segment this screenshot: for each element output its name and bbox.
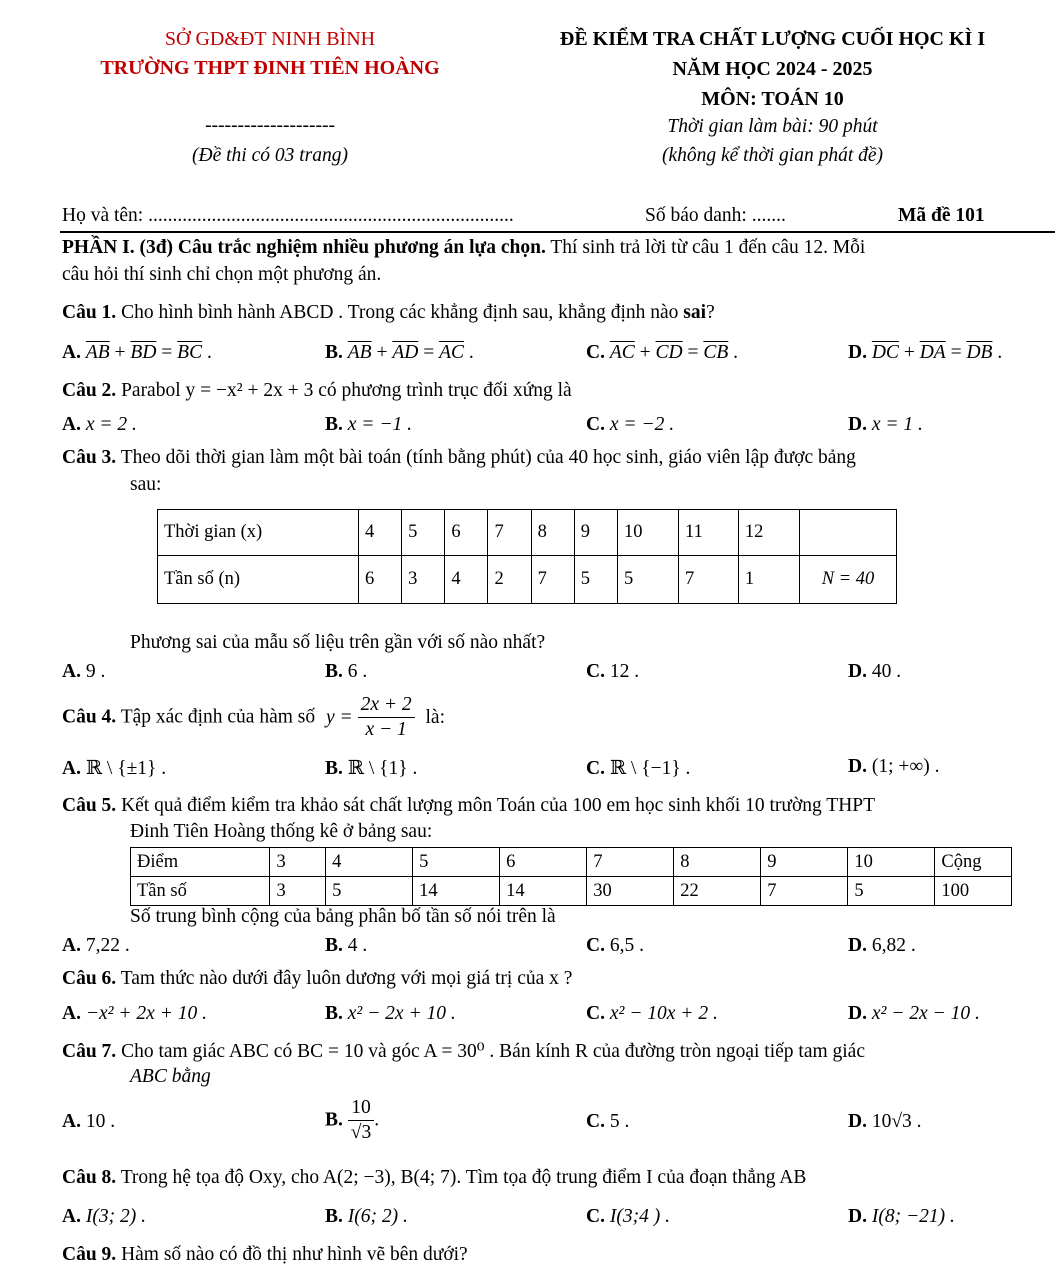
part1-instructions-2: câu hỏi thí sinh chỉ chọn một phương án.: [62, 264, 382, 285]
table-cell: 14: [413, 877, 500, 906]
question-8: Câu 8. Trong hệ tọa độ Oxy, cho A(2; −3), B(4; 7). Tìm tọa độ trung điểm I của đoạn thẳng AB: [62, 1167, 807, 1188]
table-cell: 4: [326, 848, 413, 877]
table-cell: 3: [270, 848, 326, 877]
table-cell: 22: [674, 877, 761, 906]
question-3-ask: Phương sai của mẫu số liệu trên gần với số nào nhất?: [130, 632, 546, 653]
table-cell: 8: [674, 848, 761, 877]
table-cell: 7: [488, 510, 531, 556]
q4-fraction: $\frac{2x + 2}{x - 1}$: [358, 693, 415, 742]
q6-option-d[interactable]: D. x² − 2x − 10 .: [848, 1003, 980, 1024]
table-cell: 5: [848, 877, 935, 906]
header-dashes: --------------------: [205, 115, 335, 136]
q5-option-c[interactable]: C. 6,5 .: [586, 935, 644, 956]
school-year: NĂM HỌC 2024 - 2025: [672, 58, 873, 80]
q2-option-d[interactable]: D. x = 1 .: [848, 414, 923, 435]
exam-title: ĐỀ KIỂM TRA CHẤT LƯỢNG CUỐI HỌC KÌ I: [559, 28, 986, 50]
q6-option-a[interactable]: A. −x² + 2x + 10 .: [62, 1003, 207, 1024]
question-5-cont: Đinh Tiên Hoàng thống kê ở bảng sau:: [130, 821, 433, 842]
q5-score-table: [130, 847, 1012, 906]
table-cell: Cộng: [935, 848, 1012, 877]
table-cell-total: N = 40: [800, 556, 897, 604]
q3-row2-header: Tần số (n): [158, 556, 359, 604]
page-count-note: (Đề thi có 03 trang): [192, 145, 348, 166]
q8-option-d[interactable]: D. I(8; −21) .: [848, 1206, 955, 1227]
q8-option-c[interactable]: C. I(3;4 ) .: [586, 1206, 670, 1227]
duration-note: (không kể thời gian phát đề): [661, 145, 884, 166]
q2-option-b[interactable]: B. x = −1 .: [325, 414, 412, 435]
question-9: Câu 9. Hàm số nào có đồ thị như hình vẽ bên dưới?: [62, 1244, 468, 1265]
school-name: TRƯỜNG THPT ĐINH TIÊN HOÀNG: [100, 57, 440, 79]
q7-option-b[interactable]: B. $\frac{10}{√3}$ .: [325, 1097, 380, 1143]
table-cell: Điểm: [131, 848, 270, 877]
table-cell: 9: [574, 510, 617, 556]
q3-option-a[interactable]: A. 9 .: [62, 661, 106, 682]
question-3: Câu 3. Theo dõi thời gian làm một bài toán (tính bằng phút) của 40 học sinh, giáo viên lập được bảng: [62, 447, 856, 468]
question-6: Câu 6. Tam thức nào dưới đây luôn dương với mọi giá trị của x ?: [62, 968, 573, 989]
q4-option-c[interactable]: C. ℝ \ {−1} .: [586, 758, 691, 779]
q5-option-d[interactable]: D. 6,82 .: [848, 935, 916, 956]
q2-option-c[interactable]: C. x = −2 .: [586, 414, 675, 435]
q8-option-a[interactable]: A. I(3; 2) .: [62, 1206, 146, 1227]
table-cell: 30: [587, 877, 674, 906]
question-7: Câu 7. Cho tam giác ABC có BC = 10 và góc A = 30⁰ . Bán kính R của đường tròn ngoại tiếp tam giác: [62, 1041, 865, 1062]
q5-option-a[interactable]: A. 7,22 .: [62, 935, 130, 956]
q3-row1-header: Thời gian (x): [158, 510, 359, 556]
q7-option-d[interactable]: D. 10√3 .: [848, 1111, 922, 1132]
question-1: Câu 1. Cho hình bình hành ABCD . Trong các khẳng định sau, khẳng định nào sai?: [62, 302, 715, 323]
exam-code: Mã đề 101: [898, 205, 985, 226]
part1-instructions: PHẦN I. (3đ) Câu trắc nghiệm nhiều phương án lựa chọn. Thí sinh trả lời từ câu 1 đến câu 12. Mỗi: [62, 237, 866, 258]
table-cell: 7: [531, 556, 574, 604]
q4-option-a[interactable]: A. ℝ \ {±1} .: [62, 758, 167, 779]
table-cell: [800, 510, 897, 556]
q4-option-d[interactable]: D. (1; +∞) .: [848, 756, 940, 777]
table-cell: 6: [445, 510, 488, 556]
q7-option-c[interactable]: C. 5 .: [586, 1111, 630, 1132]
q1-option-b[interactable]: B. $\overline{AB} + \overline{AD} = \overline{AC}$ .: [325, 342, 474, 363]
table-cell: 4: [359, 510, 402, 556]
table-cell: 2: [488, 556, 531, 604]
table-cell: 14: [500, 877, 587, 906]
department-name: SỞ GD&ĐT NINH BÌNH: [164, 28, 376, 50]
q4-option-b[interactable]: B. ℝ \ {1} .: [325, 758, 418, 779]
table-cell: Tần số: [131, 877, 270, 906]
q3-option-b[interactable]: B. 6 .: [325, 661, 368, 682]
q3-option-d[interactable]: D. 40 .: [848, 661, 902, 682]
table-cell: 3: [270, 877, 326, 906]
table-cell: 12: [738, 510, 799, 556]
q6-option-b[interactable]: B. x² − 2x + 10 .: [325, 1003, 456, 1024]
table-cell: 5: [326, 877, 413, 906]
student-id-field: Số báo danh: .......: [645, 205, 786, 226]
q5-option-b[interactable]: B. 4 .: [325, 935, 368, 956]
table-cell: 7: [587, 848, 674, 877]
q1-option-c[interactable]: C. $\overline{AC} + \overline{CD} = \overline{CB}$ .: [586, 342, 739, 363]
table-cell: 5: [402, 510, 445, 556]
q7-option-a[interactable]: A. 10 .: [62, 1111, 116, 1132]
table-cell: 8: [531, 510, 574, 556]
q8-option-b[interactable]: B. I(6; 2) .: [325, 1206, 408, 1227]
table-cell: 6: [500, 848, 587, 877]
question-5: Câu 5. Kết quả điểm kiểm tra khảo sát chất lượng môn Toán của 100 em học sinh khối 10 trường THPT: [62, 795, 876, 816]
question-5-ask: Số trung bình cộng của bảng phân bố tần số nói trên là: [130, 906, 556, 927]
q6-option-c[interactable]: C. x² − 10x + 2 .: [586, 1003, 718, 1024]
q2-option-a[interactable]: A. x = 2 .: [62, 414, 137, 435]
table-cell: 3: [402, 556, 445, 604]
table-cell: 7: [761, 877, 848, 906]
table-cell: 100: [935, 877, 1012, 906]
table-cell: 9: [761, 848, 848, 877]
table-cell: 6: [359, 556, 402, 604]
table-cell: 1: [738, 556, 799, 604]
q1-option-d[interactable]: D. $\overline{DC} + \overline{DA} = \overline{DB}$ .: [848, 342, 1003, 363]
header-divider: [60, 231, 1055, 233]
q1-option-a[interactable]: A. $\overline{AB} + \overline{BD} = \overline{BC}$ .: [62, 342, 212, 363]
table-cell: 10: [848, 848, 935, 877]
student-name-field: Họ và tên: ...........................................................................: [62, 205, 514, 226]
question-2: Câu 2. Parabol y = −x² + 2x + 3 có phương trình trục đối xứng là: [62, 380, 572, 401]
table-cell: 5: [617, 556, 678, 604]
table-cell: 5: [574, 556, 617, 604]
q3-frequency-table: [157, 509, 897, 604]
question-4: Câu 4. Tập xác định của hàm số y = $\frac{2x + 2}{x - 1}$ là:: [62, 694, 446, 740]
table-cell: 4: [445, 556, 488, 604]
q7-b-fraction: $\frac{10}{√3}$: [348, 1096, 374, 1145]
q3-option-c[interactable]: C. 12 .: [586, 661, 640, 682]
question-3-cont: sau:: [130, 474, 162, 495]
table-cell: 10: [617, 510, 678, 556]
question-7-cont: ABC bằng: [130, 1066, 211, 1087]
table-cell: 11: [679, 510, 739, 556]
table-cell: 7: [679, 556, 739, 604]
subject: MÔN: TOÁN 10: [701, 88, 844, 110]
table-cell: 5: [413, 848, 500, 877]
duration: Thời gian làm bài: 90 phút: [667, 116, 878, 137]
